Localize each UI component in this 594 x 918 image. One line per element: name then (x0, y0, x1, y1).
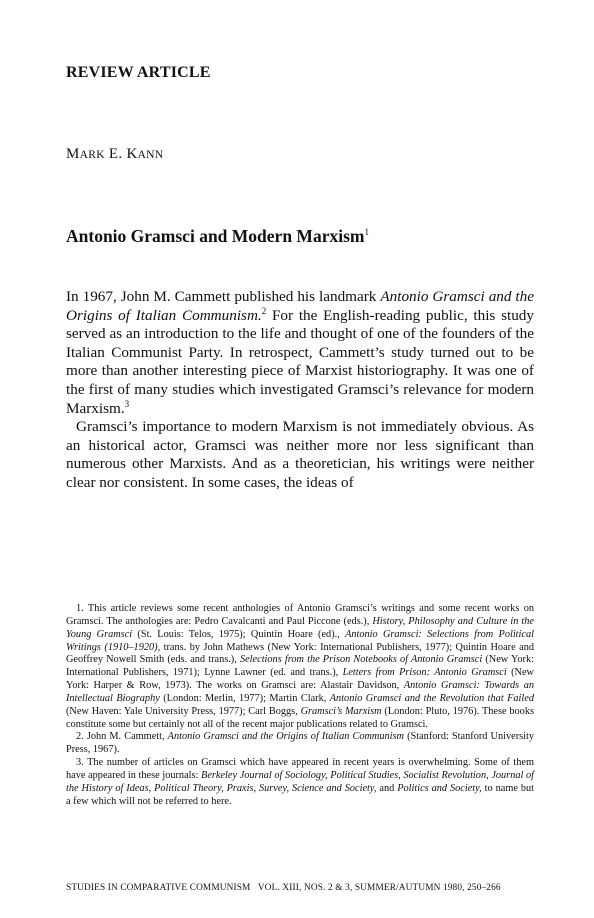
fn1-text: 1. This article reviews some recent anthologies of Antonio Gramsci’s writings and some recent works on Gramsci. The anthologies are: Pedro Cavalcanti and Paul Piccone (eds.), (66, 603, 534, 627)
paragraph-1-text-b: For the English-reading public, this study served as an introduction to the life and thought of one of the founders of the Italian Communist Party. In retrospect, Cammett’s study turned out to be more than another interesting piece of Marxist historiography. It was one of the first of many studies which investigated Gramsci’s relevance for modern Marxism. (66, 306, 534, 417)
article-title-text: Antonio Gramsci and Modern Marxism (66, 226, 365, 246)
footnotes (66, 603, 534, 809)
fn1-text: (New Haven: Yale University Press, 1977); Carl Boggs, (66, 705, 301, 717)
fn1-title: Selections from the Prison Notebooks of Antonio Gramsci (239, 654, 483, 666)
fn1-title: History, Philosophy and Culture in the Young Gramsci (66, 615, 534, 640)
fn3-text: 3. The number of articles on Gramsci which have appeared in recent years is overwhelming. Some of them have appeared in these journals: (66, 757, 534, 781)
paragraph-2: Gramsci’s importance to modern Marxism is not immediately obvious. As an historical actor, Gramsci was neither more nor less significant than numerous other Marxists. And as a theoretician, his writings were neither clear nor consistent. In some cases, the ideas of (66, 418, 534, 491)
author-last-smallcaps: ANN (137, 149, 164, 161)
footnote-1 (66, 603, 534, 731)
fn1-title: Antonio Gramsci: Towards an Intellectual Biography (66, 680, 534, 704)
fn1-title: Letters from Prison: Antonio Gramsci (342, 667, 507, 679)
title-footnote-ref: 1 (364, 227, 369, 237)
fn1-title: Gramsci’s Marxism (300, 705, 382, 717)
fn3-journals: Politics and Society, (397, 782, 482, 794)
paragraph-1-text-a: In 1967, John M. Cammett published his landmark (66, 288, 381, 305)
fn3-text: and (376, 782, 398, 794)
author-middle: E. K (104, 146, 138, 162)
paragraph-1 (66, 288, 534, 418)
issue-info: VOL. XIII, NOS. 2 & 3, SUMMER/AUTUMN 1980, 250–266 (257, 883, 501, 893)
footnote-2 (66, 731, 534, 757)
author-name (66, 146, 163, 163)
fn1-text: (London: Pluto, 1976). These books constitute some but certainly not all of the recent major publications related to Gramsci. (66, 705, 534, 730)
fn2-text: 2. John M. Cammett, (76, 731, 168, 743)
article-type-label: REVIEW ARTICLE (66, 64, 211, 81)
fn2-title: Antonio Gramsci and the Origins of Italian Communism (167, 731, 404, 743)
footnote-ref-2: 2 (261, 305, 267, 316)
fn3-journals: Berkeley Journal of Sociology, Political Studies, Socialist Revolution, Journal of the History of Ideas, Political Theory, Praxis, Survey, Science and Society, (66, 769, 535, 794)
journal-name: STUDIES IN COMPARATIVE COMMUNISM (66, 883, 251, 893)
author-initial: M (66, 146, 80, 162)
book-title-italic: Antonio Gramsci and the Origins of Italian Communism. (66, 288, 534, 324)
fn1-text: trans. by John Mathews (New York: International Publishers, 1977); Quintin Hoare and Geoffrey Nowell Smith (eds. and trans.), (66, 641, 534, 666)
fn1-text: (New York: International Publishers, 1971); Lynne Lawner (ed. and trans.), (66, 654, 534, 679)
fn2-text: (Stanford: Stanford University Press, 1967). (66, 731, 534, 756)
fn3-text: to name but a few which will not be referred to here. (66, 782, 534, 807)
fn1-title: Antonio Gramsci: Selections from Political Writings (1910–1920), (66, 628, 534, 653)
article-title (66, 226, 369, 247)
fn1-text: (London: Merlin, 1977); Martin Clark, (159, 692, 330, 704)
fn1-text: (St. Louis: Telos, 1975); Quintin Hoare (ed)., (132, 628, 346, 640)
author-first-smallcaps: ARK (79, 149, 105, 161)
footnote-ref-3: 3 (124, 398, 130, 409)
footnote-3 (66, 757, 534, 808)
fn1-text: (New York: Harper & Row, 1973). The works on Gramsci are: Alastair Davidson, (66, 667, 534, 692)
fn1-title: Antonio Gramsci and the Revolution that Failed (329, 692, 535, 704)
page-footer (66, 883, 536, 893)
article-body (66, 288, 534, 493)
